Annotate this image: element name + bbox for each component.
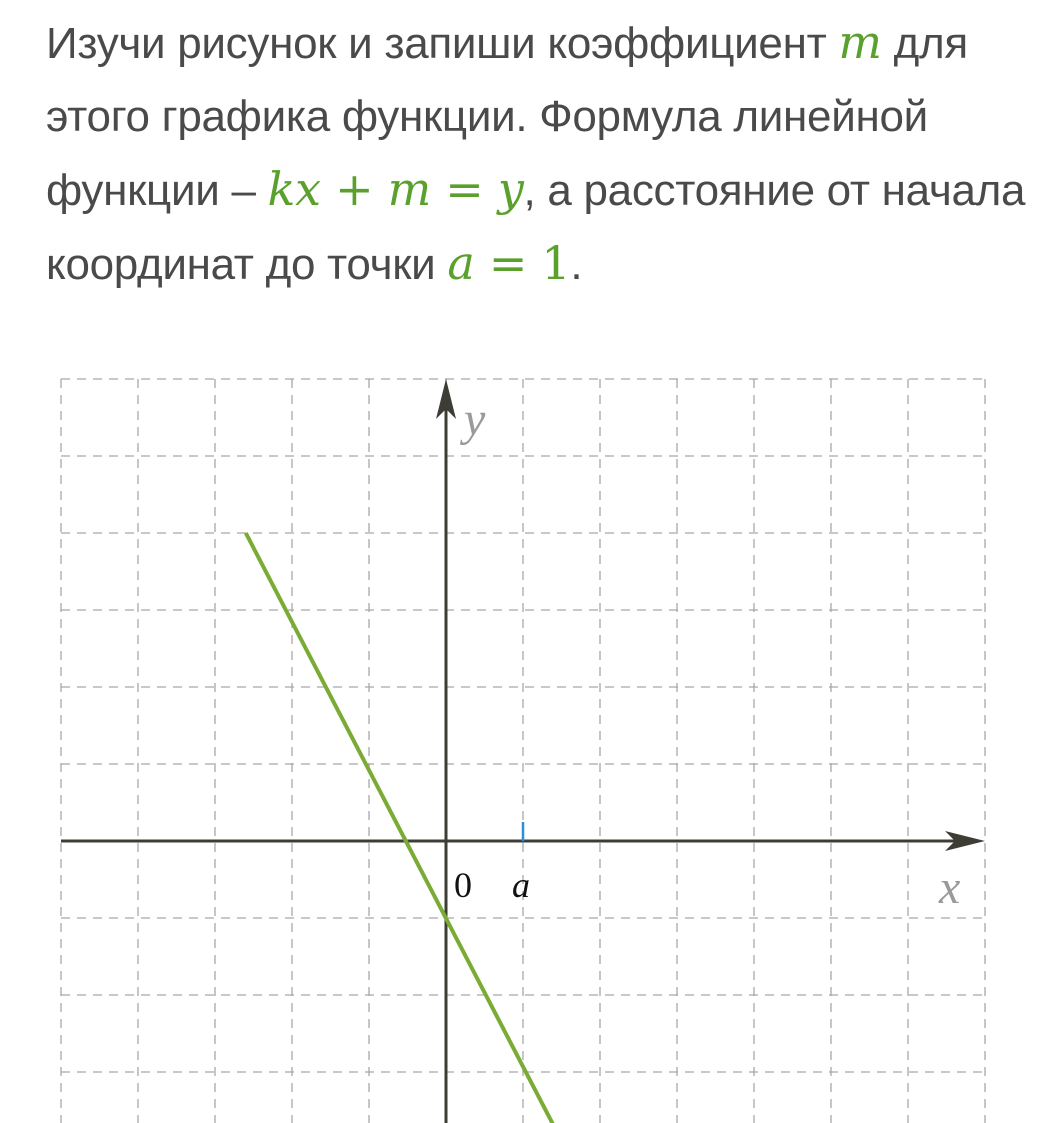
function-formula: kx + m = y: [267, 162, 524, 216]
x-axis-label: x: [939, 861, 961, 914]
grid: [61, 379, 985, 1123]
task-text-part-3: , а расстояние от начала координат до точки: [46, 166, 1026, 289]
variable-a: a: [447, 236, 475, 290]
task-text-part-2: для этого графика функции. Формула линейной функции –: [46, 19, 968, 215]
origin-label: 0: [454, 865, 472, 905]
y-axis-label: y: [464, 393, 486, 446]
task-text-part-1: Изучи рисунок и запиши коэффициент: [46, 19, 839, 68]
a-value: 1: [541, 236, 571, 290]
task-text-part-4: .: [570, 240, 583, 289]
tick-label-a: a: [512, 865, 530, 905]
equals-sign: =: [474, 236, 542, 290]
variable-m: m: [838, 15, 882, 69]
